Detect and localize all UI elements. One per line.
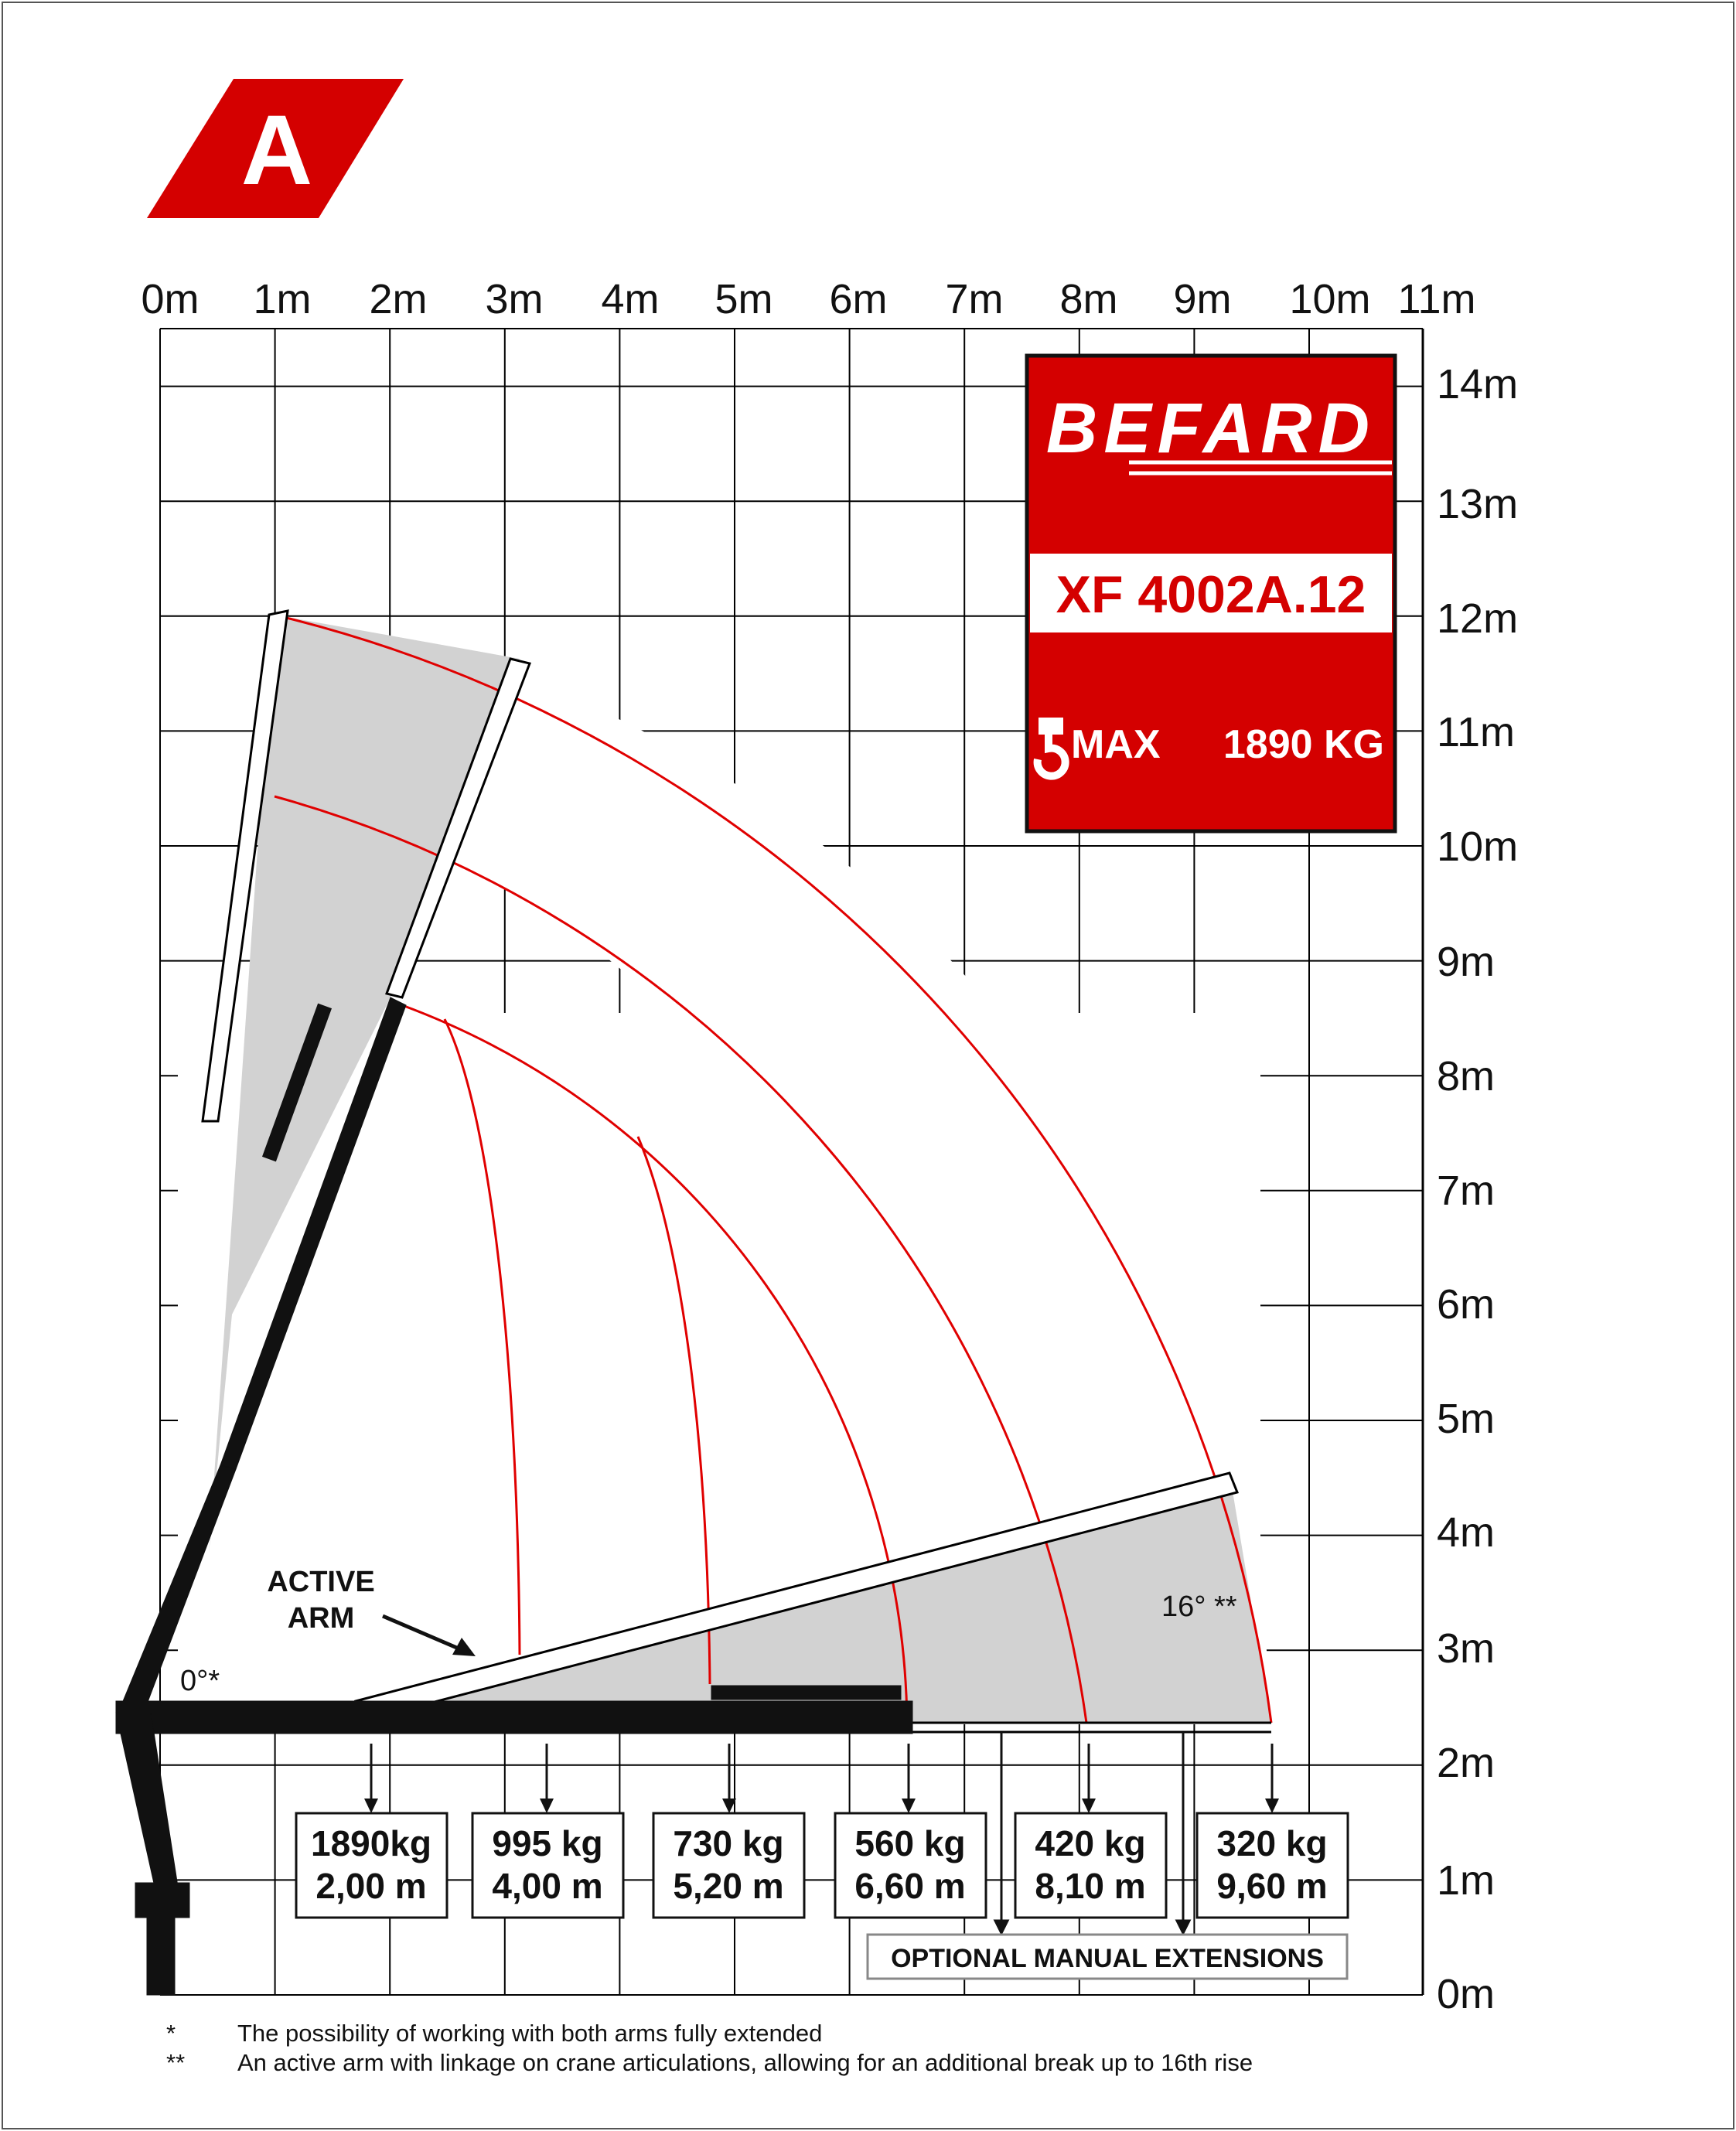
load-kg: 320 kg [1216,1823,1328,1863]
brand-panel [1027,356,1395,831]
y-tick-label: 5m [1437,1396,1496,1442]
optional-arrow-2-head [1177,1921,1189,1933]
load-arrow-head [1265,1799,1279,1813]
load-kg: 1890kg [310,1823,432,1863]
boom-cylinder [711,1686,901,1700]
max-load-value: 1890 KG [1223,722,1384,767]
max-label: MAX [1071,722,1161,767]
load-distance: 6,60 m [854,1866,966,1906]
angle-16-label: 16° ** [1161,1591,1237,1623]
x-tick-label: 0m [141,276,200,322]
footnote-1-text: The possibility of working with both arms fully extended [237,2020,823,2047]
badge-letter: A [240,95,313,206]
load-kg: 560 kg [854,1823,966,1863]
load-kg: 730 kg [673,1823,784,1863]
y-tick-label: 1m [1437,1857,1496,1904]
load-arrow-head [1082,1799,1096,1813]
y-tick-label: 13m [1437,481,1519,527]
model-name: XF 4002A.12 [1056,565,1366,624]
load-arrows [364,1744,1279,1813]
footnote-2-text: An active arm with linkage on crane articulations, allowing for an additional break up to 16th rise [237,2049,1253,2076]
y-tick-label: 4m [1437,1509,1496,1556]
y-tick-label: 9m [1437,939,1496,985]
y-tick-label: 11m [1437,709,1516,755]
optional-extensions-label: OPTIONAL MANUAL EXTENSIONS [891,1944,1324,1973]
y-tick-label: 14m [1437,361,1519,407]
x-tick-label: 11m [1397,276,1476,322]
section-badge [147,79,404,218]
footnotes [166,2020,1253,2076]
stabilizer-leg [147,1918,175,1995]
y-tick-label: 8m [1437,1053,1496,1100]
x-tick-label: 5m [715,276,773,322]
secondary-boom [116,1701,912,1734]
column-base [135,1883,189,1918]
footnote-2-mark: ** [166,2049,186,2076]
load-distance: 5,20 m [673,1866,784,1906]
active-arm-label-line1: ACTIVE [267,1566,375,1598]
x-tick-label: 7m [945,276,1004,322]
load-distance: 4,00 m [492,1866,603,1906]
y-tick-label: 6m [1437,1281,1496,1328]
load-arrow-head [902,1799,916,1813]
y-tick-label: 7m [1437,1168,1496,1214]
column [116,1713,178,1887]
optional-arrow-1-head [995,1921,1008,1933]
load-kg: 420 kg [1035,1823,1146,1863]
x-tick-label: 2m [369,276,428,322]
y-axis-labels [1437,361,1518,2017]
load-kg: 995 kg [492,1823,603,1863]
x-tick-label: 9m [1173,276,1232,322]
x-tick-label: 6m [829,276,888,322]
load-boxes [296,1813,1348,1918]
load-arrow-head [364,1799,378,1813]
footnote-1-mark: * [166,2020,176,2047]
x-tick-label: 10m [1289,276,1371,322]
load-distance: 9,60 m [1216,1866,1328,1906]
active-arm-label-line2: ARM [287,1602,355,1635]
x-tick-label: 4m [601,276,660,322]
x-tick-label: 8m [1059,276,1118,322]
angle-0-label: 0°* [180,1665,220,1697]
x-tick-label: 3m [485,276,544,322]
y-tick-label: 12m [1437,595,1519,642]
y-tick-label: 3m [1437,1625,1496,1672]
hook-icon-top [1039,718,1063,735]
y-tick-label: 2m [1437,1740,1496,1786]
brand-logo: BEFARD [1045,389,1376,468]
load-arrow-head [540,1799,554,1813]
load-distance: 8,10 m [1035,1866,1146,1906]
x-tick-label: 1m [253,276,312,322]
y-tick-label: 0m [1437,1971,1496,2017]
load-distance: 2,00 m [315,1866,427,1906]
x-axis-labels [141,276,1475,322]
y-tick-label: 10m [1437,823,1519,870]
